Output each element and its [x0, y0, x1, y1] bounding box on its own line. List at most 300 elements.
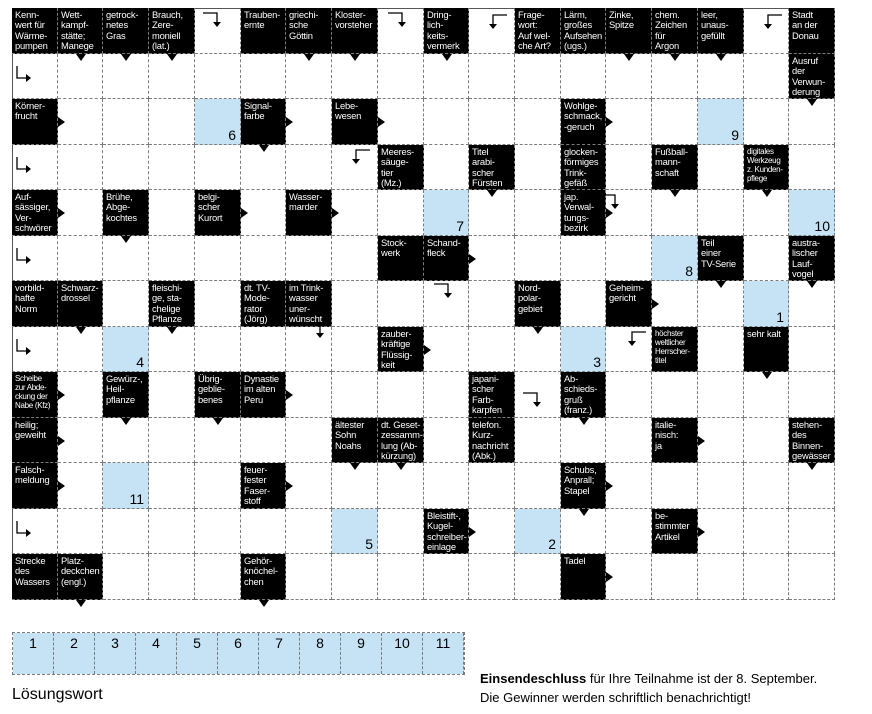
clue-pointer-right-icon	[58, 436, 65, 446]
grid-cell[interactable]	[424, 99, 469, 145]
solution-slot[interactable]	[259, 633, 300, 674]
clue-cell	[606, 281, 652, 327]
clue-text: Trauben- ernte	[244, 9, 281, 31]
clue-cell	[149, 8, 195, 54]
clue-pointer-down-icon	[167, 54, 177, 61]
clue-text: zauber- kräftige Flüssig- keit	[381, 328, 413, 370]
solution-slot[interactable]	[218, 633, 259, 674]
clue-cell	[332, 99, 378, 145]
grid-cell[interactable]	[606, 418, 652, 463]
clue-pointer-right-icon	[286, 390, 293, 400]
grid-cell[interactable]	[561, 281, 606, 327]
corner-arrow-icon	[15, 337, 45, 357]
clue-cell	[378, 327, 424, 372]
grid-cell[interactable]	[515, 463, 561, 509]
corner-arrow-icon	[201, 10, 231, 30]
clue-cell	[789, 236, 835, 281]
clue-cell	[469, 372, 515, 418]
deadline-line-2: Die Gewinner werden schriftlich benachrichtigt!	[480, 690, 751, 705]
clue-cell	[58, 281, 103, 327]
clue-pointer-down-icon	[670, 190, 680, 197]
grid-cell[interactable]	[515, 54, 561, 99]
grid-cell[interactable]	[332, 327, 378, 372]
grid-cell[interactable]	[652, 372, 698, 418]
grid-cell[interactable]	[195, 281, 241, 327]
clue-cell	[12, 8, 58, 54]
grid-cell[interactable]	[469, 554, 515, 600]
grid-cell[interactable]	[332, 554, 378, 600]
clue-text: be- stimmter Artikel	[655, 510, 690, 542]
grid-cell[interactable]	[606, 509, 652, 554]
grid-cell[interactable]	[744, 99, 789, 145]
clue-pointer-down-icon	[487, 190, 497, 197]
corner-arrow-icon	[352, 147, 382, 167]
clue-text: digitales Werkzeug z. Kunden- pflege	[747, 147, 783, 183]
clue-text: chem. Zeichen für Argon	[655, 9, 687, 51]
solution-word-label: Lösungswort	[12, 686, 103, 703]
grid-cell[interactable]	[652, 554, 698, 600]
grid-cell[interactable]	[424, 554, 469, 600]
clue-pointer-right-icon	[332, 208, 339, 218]
grid-cell[interactable]	[789, 509, 835, 554]
grid-cell[interactable]	[698, 554, 744, 600]
grid-cell[interactable]	[332, 372, 378, 418]
clue-text: sehr kalt	[747, 328, 781, 339]
corner-arrow-icon	[15, 246, 45, 266]
grid-cell[interactable]	[744, 54, 789, 99]
solution-slot-number: 6	[234, 635, 242, 651]
grid-cell[interactable]	[195, 236, 241, 281]
grid-cell[interactable]	[789, 145, 835, 190]
clue-text: Nord- polar- gebiet	[518, 282, 543, 314]
grid-cell[interactable]	[149, 554, 195, 600]
solution-index-number: 5	[365, 536, 373, 552]
clue-text: Frage- wort: Auf wel- che Art?	[518, 9, 551, 51]
clue-cell	[561, 554, 606, 600]
clue-text: Kloster- vorsteher	[335, 9, 373, 31]
grid-cell[interactable]	[561, 236, 606, 281]
clue-cell	[469, 145, 515, 190]
grid-cell[interactable]	[698, 372, 744, 418]
clue-pointer-right-icon	[241, 208, 248, 218]
grid-cell[interactable]	[606, 236, 652, 281]
grid-cell[interactable]	[286, 554, 332, 600]
clue-text: Strecke des Wassers	[15, 555, 50, 587]
solution-slot[interactable]	[136, 633, 177, 674]
clue-pointer-right-icon	[606, 481, 613, 491]
solution-index-number: 10	[814, 218, 830, 234]
solution-slot-number: 3	[111, 635, 119, 651]
clue-text: Fußball- mann- schaft	[655, 146, 688, 178]
clue-cell	[286, 8, 332, 54]
clue-cell	[424, 236, 469, 281]
clue-cell	[698, 236, 744, 281]
corner-arrow-icon	[599, 192, 629, 212]
clue-cell	[332, 418, 378, 463]
clue-pointer-down-icon	[807, 463, 817, 470]
clue-text: Schand- fleck	[427, 237, 461, 259]
grid-cell[interactable]	[698, 463, 744, 509]
grid-cell[interactable]	[149, 463, 195, 509]
solution-letter-cell[interactable]	[424, 190, 469, 236]
solution-index-number: 2	[548, 536, 556, 552]
solution-index-number: 6	[228, 127, 236, 143]
clue-pointer-down-icon	[121, 54, 131, 61]
grid-cell[interactable]	[103, 509, 149, 554]
clue-text: Meeres- säuge- tier (Mz.)	[381, 146, 414, 188]
clue-text: telefon. Kurz- nachricht (Abk.)	[472, 419, 509, 461]
clue-cell	[789, 418, 835, 463]
solution-slot-number: 1	[29, 635, 37, 651]
grid-cell[interactable]	[652, 99, 698, 145]
grid-cell[interactable]	[744, 418, 789, 463]
solution-slot[interactable]	[341, 633, 382, 674]
clue-pointer-down-icon	[213, 418, 223, 425]
clue-pointer-down-icon	[716, 281, 726, 288]
grid-cell[interactable]	[744, 463, 789, 509]
grid-cell[interactable]	[606, 145, 652, 190]
clue-text: austra- lischer Lauf- vogel	[792, 237, 820, 279]
clue-cell	[652, 418, 698, 463]
solution-slot[interactable]	[95, 633, 136, 674]
grid-cell[interactable]	[698, 190, 744, 236]
clue-cell	[58, 8, 103, 54]
grid-cell[interactable]	[378, 54, 424, 99]
clue-cell	[561, 8, 606, 54]
clue-pointer-right-icon	[58, 208, 65, 218]
clue-cell	[561, 145, 606, 190]
grid-cell[interactable]	[241, 54, 286, 99]
grid-cell[interactable]	[103, 99, 149, 145]
clue-pointer-right-icon	[698, 436, 705, 446]
clue-pointer-down-icon	[807, 281, 817, 288]
grid-cell[interactable]	[515, 145, 561, 190]
grid-cell[interactable]	[789, 554, 835, 600]
clue-text: Auf- sässiger, Ver- schwörer	[15, 191, 52, 233]
grid-cell[interactable]	[241, 236, 286, 281]
grid-cell[interactable]	[515, 554, 561, 600]
clue-text: im Trink- wasser uner- wünscht	[289, 282, 324, 324]
corner-arrow-icon	[386, 10, 416, 30]
solution-index-number: 9	[731, 127, 739, 143]
clue-cell	[378, 418, 424, 463]
solution-slot-number: 11	[435, 635, 451, 651]
grid-cell[interactable]	[606, 372, 652, 418]
clue-text: Brühe, Abge- kochtes	[106, 191, 137, 223]
grid-cell[interactable]	[515, 99, 561, 145]
corner-arrow-icon	[521, 390, 551, 410]
clue-text: Tadel	[564, 555, 586, 566]
clue-text: stehen- des Binnen- gewässer	[792, 419, 831, 461]
solution-index-number: 1	[776, 309, 784, 325]
clue-text: Teil einer TV-Serie	[701, 237, 736, 269]
solution-slot[interactable]	[177, 633, 218, 674]
clue-text: Übrig- geblie- benes	[198, 373, 225, 405]
clue-pointer-down-icon	[442, 54, 452, 61]
grid-cell[interactable]	[469, 281, 515, 327]
solution-slot[interactable]	[423, 633, 464, 674]
solution-slot-number: 2	[70, 635, 78, 651]
grid-cell[interactable]	[561, 54, 606, 99]
grid-cell[interactable]	[103, 145, 149, 190]
solution-slot-number: 4	[152, 635, 160, 651]
crossword-grid	[12, 8, 835, 600]
clue-cell	[789, 8, 835, 54]
grid-cell[interactable]	[744, 554, 789, 600]
grid-cell[interactable]	[378, 509, 424, 554]
solution-slot[interactable]	[54, 633, 95, 674]
grid-cell[interactable]	[424, 463, 469, 509]
grid-cell[interactable]	[469, 463, 515, 509]
grid-cell[interactable]	[286, 145, 332, 190]
clue-cell	[469, 418, 515, 463]
clue-text: heilig; geweiht	[15, 419, 46, 441]
clue-cell	[195, 190, 241, 236]
clue-text: Dynastie im alten Peru	[244, 373, 279, 405]
grid-cell[interactable]	[515, 418, 561, 463]
grid-cell[interactable]	[652, 463, 698, 509]
clue-pointer-down-icon	[121, 236, 131, 243]
clue-cell	[652, 509, 698, 554]
grid-cell[interactable]	[103, 554, 149, 600]
corner-arrow-icon	[304, 321, 334, 341]
grid-cell[interactable]	[149, 509, 195, 554]
clue-text: Lebe- wesen	[335, 100, 362, 122]
grid-cell[interactable]	[195, 327, 241, 372]
clue-text: Ab- schieds- gruß (franz.)	[564, 373, 598, 415]
grid-cell[interactable]	[698, 327, 744, 372]
clue-text: fleischi- ge, sta- chelige Pflanze	[152, 282, 182, 324]
grid-cell[interactable]	[378, 372, 424, 418]
solution-slot-number: 10	[394, 635, 410, 651]
clue-pointer-down-icon	[350, 463, 360, 470]
grid-cell[interactable]	[149, 99, 195, 145]
solution-index-number: 11	[129, 491, 144, 507]
clue-pointer-right-icon	[58, 481, 65, 491]
grid-cell[interactable]	[332, 281, 378, 327]
clue-text: Gehör- knöchel- chen	[244, 555, 278, 587]
solution-index-number: 3	[593, 354, 601, 370]
grid-cell[interactable]	[195, 463, 241, 509]
clue-pointer-down-icon	[259, 145, 269, 152]
grid-cell[interactable]	[149, 145, 195, 190]
grid-cell[interactable]	[195, 509, 241, 554]
grid-cell[interactable]	[195, 554, 241, 600]
clue-cell	[195, 372, 241, 418]
clue-text: Schubs, Anprall; Stapel	[564, 464, 597, 496]
solution-index-number: 7	[456, 218, 464, 234]
clue-pointer-right-icon	[469, 254, 476, 264]
clue-pointer-down-icon	[76, 600, 86, 607]
clue-pointer-down-icon	[304, 54, 314, 61]
clue-cell	[12, 418, 58, 463]
deadline-notice	[480, 669, 817, 707]
grid-cell[interactable]	[378, 554, 424, 600]
clue-text: Ausruf der Verwun- derung	[792, 55, 825, 97]
grid-cell[interactable]	[744, 509, 789, 554]
clue-text: Körner- frucht	[15, 100, 45, 122]
solution-letter-cell[interactable]	[195, 99, 241, 145]
clue-cell	[561, 372, 606, 418]
clue-cell	[12, 372, 58, 418]
clue-pointer-down-icon	[624, 54, 634, 61]
clue-cell	[378, 145, 424, 190]
clue-cell	[424, 509, 469, 554]
grid-cell[interactable]	[241, 418, 286, 463]
clue-pointer-right-icon	[286, 481, 293, 491]
solution-letter-cell[interactable]	[652, 236, 698, 281]
corner-arrow-icon	[628, 329, 658, 349]
corner-arrow-icon	[489, 12, 519, 32]
grid-cell[interactable]	[286, 236, 332, 281]
clue-text: Wasser- marder	[289, 191, 323, 213]
corner-arrow-icon	[15, 519, 45, 539]
clue-pointer-down-icon	[259, 600, 269, 607]
clue-cell	[744, 327, 789, 372]
clue-cell	[515, 281, 561, 327]
grid-cell[interactable]	[241, 327, 286, 372]
clue-pointer-right-icon	[469, 527, 476, 537]
clue-cell	[378, 236, 424, 281]
solution-letter-cell[interactable]	[698, 99, 744, 145]
grid-cell[interactable]	[469, 54, 515, 99]
clue-pointer-down-icon	[533, 327, 543, 334]
clue-cell	[606, 8, 652, 54]
solution-index-number: 4	[136, 354, 144, 370]
clue-pointer-right-icon	[698, 527, 705, 537]
grid-cell[interactable]	[286, 509, 332, 554]
grid-cell[interactable]	[424, 372, 469, 418]
grid-cell[interactable]	[424, 145, 469, 190]
solution-letter-cell[interactable]	[515, 509, 561, 554]
clue-text: Geheim- gericht	[609, 282, 644, 304]
clue-pointer-down-icon	[350, 54, 360, 61]
grid-cell[interactable]	[789, 327, 835, 372]
deadline-bold: Einsendeschluss	[480, 671, 587, 686]
solution-letter-cell[interactable]	[332, 509, 378, 554]
clue-cell	[58, 554, 103, 600]
clue-cell	[652, 145, 698, 190]
solution-letter-cell[interactable]	[561, 327, 606, 372]
grid-cell[interactable]	[58, 509, 103, 554]
grid-cell[interactable]	[469, 327, 515, 372]
grid-cell[interactable]	[332, 236, 378, 281]
corner-arrow-icon	[432, 281, 462, 301]
clue-pointer-right-icon	[606, 117, 613, 127]
clue-text: getrock- netes Gras	[106, 9, 139, 41]
grid-cell[interactable]	[149, 418, 195, 463]
solution-letter-cell[interactable]	[789, 190, 835, 236]
clue-pointer-down-icon	[579, 418, 589, 425]
clue-text: Kenn- wert für Wärme- pumpen	[15, 9, 48, 51]
clue-pointer-down-icon	[579, 509, 589, 516]
clue-text: belgi- scher Kurort	[198, 191, 223, 223]
grid-cell[interactable]	[149, 190, 195, 236]
clue-text: feuer- fester Faser- stoff	[244, 464, 270, 506]
clue-text: vorbild- hafte Norm	[15, 282, 45, 314]
solution-slot[interactable]	[382, 633, 423, 674]
grid-cell[interactable]	[103, 281, 149, 327]
grid-cell[interactable]	[378, 281, 424, 327]
clue-cell	[241, 281, 286, 327]
grid-cell[interactable]	[378, 190, 424, 236]
clue-pointer-right-icon	[286, 117, 293, 127]
clue-pointer-down-icon	[762, 372, 772, 379]
clue-cell	[241, 554, 286, 600]
corner-arrow-icon	[15, 64, 45, 84]
grid-cell[interactable]	[789, 372, 835, 418]
grid-cell[interactable]	[195, 54, 241, 99]
clue-pointer-right-icon	[652, 299, 659, 309]
grid-cell[interactable]	[149, 372, 195, 418]
clue-text: Zinke, Spitze	[609, 9, 634, 31]
solution-slot-number: 8	[316, 635, 324, 651]
clue-cell	[12, 281, 58, 327]
grid-cell[interactable]	[241, 509, 286, 554]
solution-slot-number: 7	[275, 635, 283, 651]
clue-pointer-down-icon	[716, 54, 726, 61]
corner-arrow-icon	[15, 155, 45, 175]
solution-slot[interactable]	[300, 633, 341, 674]
clue-text: Dring- lich- keits- vermerk	[427, 9, 460, 51]
grid-cell[interactable]	[515, 190, 561, 236]
clue-pointer-down-icon	[167, 327, 177, 334]
clue-text: Wett- kampf- stätte; Manege	[61, 9, 94, 51]
clue-cell	[789, 54, 835, 99]
grid-cell[interactable]	[469, 99, 515, 145]
clue-pointer-right-icon	[606, 572, 613, 582]
clue-text: leer, unaus- gefüllt	[701, 9, 729, 41]
clue-cell	[241, 372, 286, 418]
clue-text: Scheibe zur Abde- ckung der Nabe (Kfz)	[15, 374, 51, 410]
clue-text: glocken- förmiges Trink- gefäß	[564, 146, 599, 188]
clue-cell	[103, 190, 149, 236]
clue-text: italie- nisch: ja	[655, 419, 679, 451]
grid-cell[interactable]	[698, 145, 744, 190]
grid-cell[interactable]	[195, 145, 241, 190]
solution-letter-cell[interactable]	[103, 327, 149, 372]
clue-pointer-right-icon	[58, 117, 65, 127]
clue-text: höchster weltlicher Herrscher- titel	[655, 329, 690, 365]
clue-text: japani- scher Farb- karpfen	[472, 373, 502, 415]
solution-letter-cell[interactable]	[103, 463, 149, 509]
grid-cell[interactable]	[515, 236, 561, 281]
clue-cell	[424, 8, 469, 54]
clue-pointer-right-icon	[424, 345, 431, 355]
clue-cell	[515, 8, 561, 54]
grid-cell[interactable]	[744, 236, 789, 281]
grid-cell[interactable]	[58, 145, 103, 190]
grid-cell[interactable]	[58, 236, 103, 281]
grid-cell[interactable]	[286, 418, 332, 463]
clue-pointer-down-icon	[670, 54, 680, 61]
clue-cell	[241, 8, 286, 54]
grid-cell[interactable]	[424, 418, 469, 463]
clue-cell	[286, 190, 332, 236]
clue-text: Bleistift-, Kugel- schreiber- einlage	[427, 510, 467, 552]
clue-cell	[698, 8, 744, 54]
clue-cell	[149, 281, 195, 327]
clue-text: dt. Geset- zessamm- lung (Ab- kürzung)	[381, 419, 423, 461]
clue-pointer-down-icon	[76, 54, 86, 61]
solution-slot[interactable]	[13, 633, 54, 674]
clue-text: Wohlge- schmack, -geruch	[564, 100, 602, 132]
clue-text: jap. Verwal- tungs- bezirk	[564, 191, 594, 233]
clue-cell	[241, 99, 286, 145]
grid-cell[interactable]	[149, 236, 195, 281]
solution-letter-cell[interactable]	[744, 281, 789, 327]
clue-pointer-down-icon	[762, 190, 772, 197]
